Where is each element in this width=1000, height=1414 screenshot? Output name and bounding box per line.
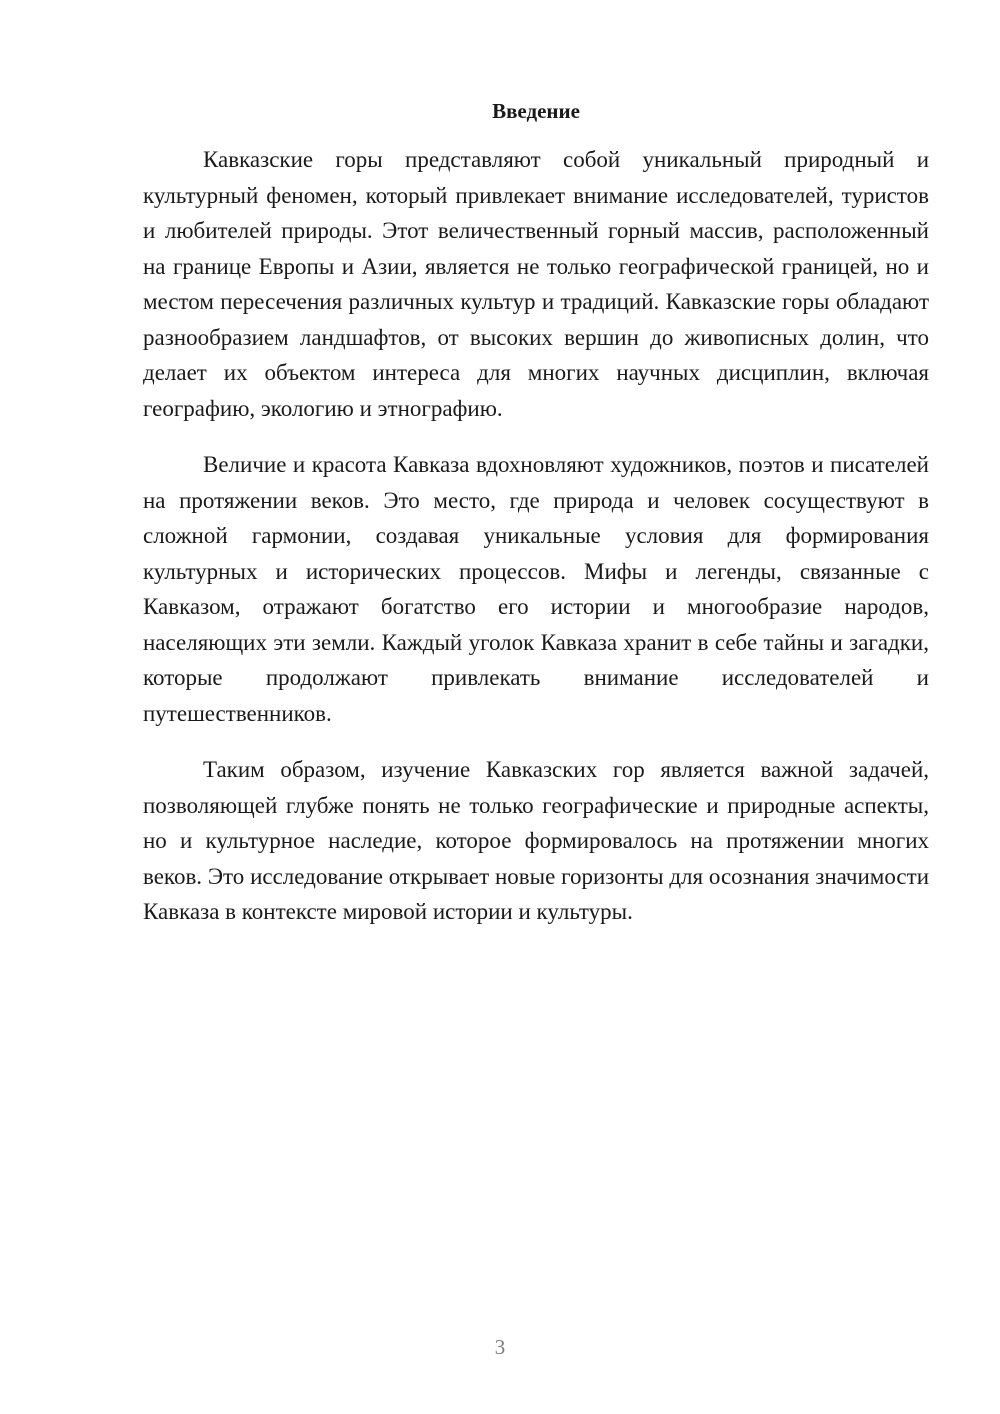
paragraph-1: Кавказские горы представляют собой уникальный природный и культурный феномен, который привлекает внимание исследователей, туристов и любителей природы. Этот величественный горный массив, расположенный на границе Европы и Азии, является не только географической границей, но и местом пересечения различных культур и традиций. Кавказские горы обладают разнообразием ландшафтов, от высоких вершин до живописных долин, что делает их объектом интереса для многих научных дисциплин, включая географию, экологию и этнографию. (143, 147, 929, 421)
body-text (143, 142, 929, 951)
section-heading: Введение (492, 99, 580, 123)
paragraph-3: Таким образом, изучение Кавказских гор является важной задачей, позволяющей глубже понять не только географические и природные аспекты, но и культурное наследие, которое формировалось на протяжении многих веков. Это исследование открывает новые горизонты для осознания значимости Кавказа в контексте мировой истории и культуры. (143, 757, 929, 924)
page-number: 3 (494, 1335, 506, 1359)
paragraph-2: Величие и красота Кавказа вдохновляют художников, поэтов и писателей на протяжении веков. Это место, где природа и человек сосуществуют в сложной гармонии, создавая уникальные условия для формирования культурных и исторических процессов. Мифы и легенды, связанные с Кавказом, отражают богатство его истории и многообразие народов, населяющих эти земли. Каждый уголок Кавказа хранит в себе тайны и загадки, которые продолжают привлекать внимание исследователей и путешественников. (143, 452, 929, 726)
